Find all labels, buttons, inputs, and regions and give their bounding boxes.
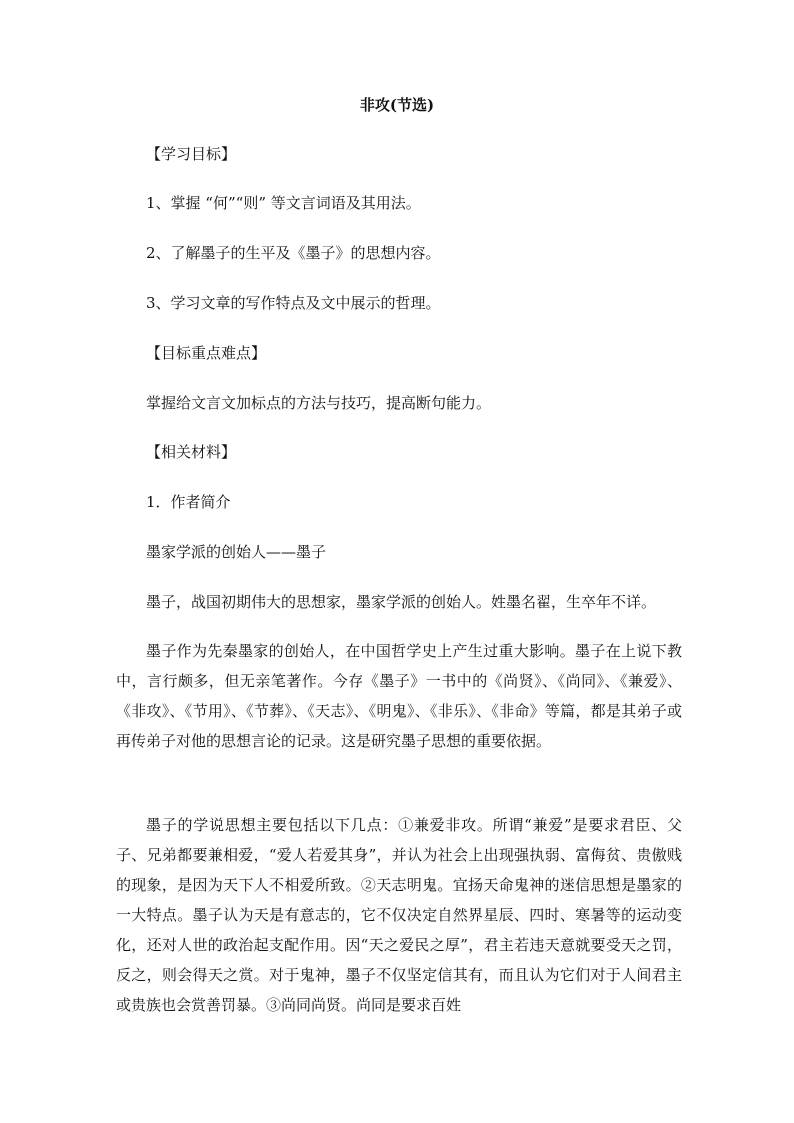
materials-heading: 【相关材料】 — [146, 443, 237, 461]
objective-item: 1、掌握 “何”“则” 等文言词语及其用法。 — [146, 194, 421, 212]
author-intro-heading: 1．作者简介 — [146, 493, 231, 511]
author-subtitle: 墨家学派的创始人——墨子 — [146, 543, 327, 561]
document-title: 非攻(节选) — [359, 96, 435, 114]
objectives-heading: 【学习目标】 — [146, 145, 237, 163]
key-points-text: 掌握给文言文加标点的方法与技巧，提高断句能力。 — [146, 394, 492, 412]
key-points-heading: 【目标重点难点】 — [146, 344, 267, 362]
body-paragraph-2: 墨子的学说思想主要包括以下几点：①兼爱非攻。所谓“兼爱”是要求君臣、父子、兄弟都要兼相爱，“爱人若爱其身”，并认为社会上出现强执弱、富侮贫、贵傲贱的现象，是因为天下人不相爱所致。②天志明鬼。宜扬天命鬼神的迷信思想是墨家的一大特点。墨子认为天是有意志的，它不仅决定自然界星辰、四时、寒暑等的运动变化，还对人世的政治起支配作用。因“天之爱民之厚”，君主若违天意就要受天之罚，反之，则会得天之赏。对于鬼神，墨子不仅坚定信其有，而且认为它们对于人间君主或贵族也会赏善罚暴。③尚同尚贤。尚同是要求百姓 — [116, 816, 682, 1014]
objective-item: 3、学习文章的写作特点及文中展示的哲理。 — [146, 294, 441, 312]
author-summary: 墨子，战国初期伟大的思想家，墨家学派的创始人。姓墨名翟，生卒年不详。 — [146, 593, 657, 611]
body-paragraph-1: 墨子作为先秦墨家的创始人，在中国哲学史上产生过重大影响。墨子在上说下教中，言行颇多，但无亲笔著作。今存《墨子》一书中的《尚贤》、《尚同》、《兼爱》、《非攻》、《节用》、《节葬》、《天志》、《明鬼》、《非乐》、《非命》等篇，都是其弟子或再传弟子对他的思想言论的记录。这是研究墨子思想的重要依据。 — [116, 642, 682, 750]
objective-item: 2、了解墨子的生平及《墨子》的思想内容。 — [146, 244, 441, 262]
